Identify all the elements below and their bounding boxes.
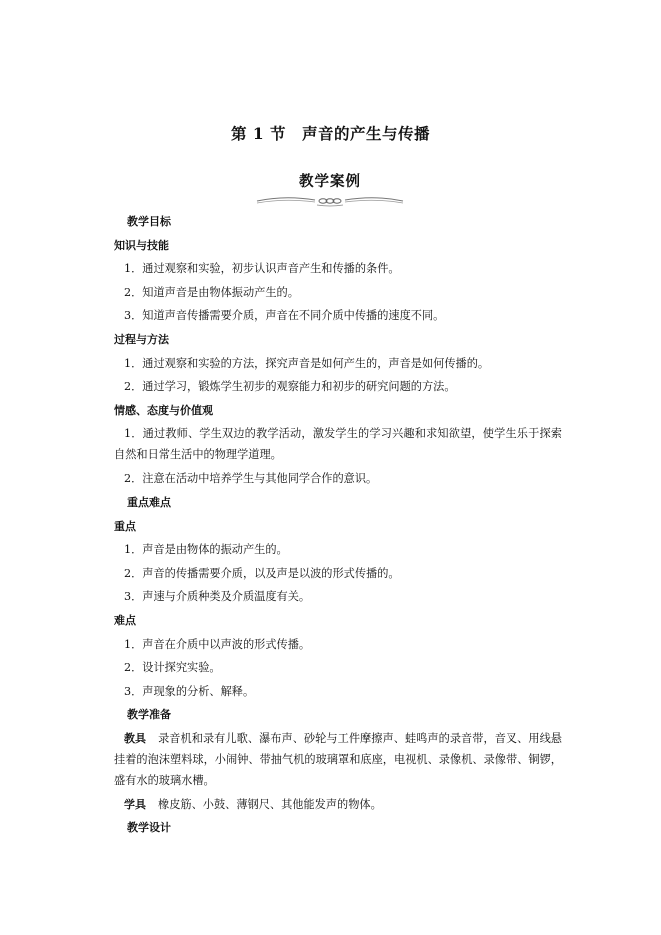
heading-key-difficult-points: 重点难点	[127, 495, 171, 509]
list-item: 2．知道声音是由物体振动产生的。	[124, 285, 299, 299]
teaching-tools-text: 录音机和录有儿歌、瀑布声、砂轮与工件摩擦声、蛙鸣声的录音带，音叉、用线悬挂着的泡沫塑料球，小闹钟、带抽气机的玻璃罩和底座，电视机、录像机、录像带、铜锣，盛有水的玻璃水槽。	[114, 731, 562, 787]
heading-process-methods: 过程与方法	[114, 332, 169, 346]
list-item: 1．通过观察和实验的方法，探究声音是如何产生的，声音是如何传播的。	[124, 356, 490, 370]
heading-teaching-preparation: 教学准备	[127, 708, 171, 722]
list-item: 1．通过观察和实验，初步认识声音产生和传播的条件。	[124, 262, 400, 276]
ornament-divider-icon	[255, 193, 405, 207]
heading-teaching-design: 教学设计	[127, 821, 171, 835]
list-item: 2．设计探究实验。	[124, 661, 221, 675]
paragraph: 1．通过教师、学生双边的教学活动，激发学生的学习兴趣和求知欲望，使学生乐于探索自然和日常生活中的物理学道理。	[114, 427, 562, 462]
heading-difficult-points: 难点	[114, 613, 136, 627]
heading-knowledge-skills: 知识与技能	[114, 238, 169, 252]
heading-teaching-goals: 教学目标	[127, 215, 171, 228]
list-item: 3．声现象的分析、解释。	[124, 684, 255, 698]
list-item: 3．声速与介质种类及介质温度有关。	[124, 590, 311, 604]
section-name: 声音的产生与传播	[302, 124, 431, 143]
case-banner	[230, 170, 430, 207]
banner-label: 教学案例	[299, 174, 361, 190]
list-item: 2．注意在活动中培养学生与其他同学合作的意识。	[124, 472, 378, 486]
section-number: 第 1 节	[230, 124, 287, 143]
student-tools-paragraph	[114, 793, 562, 817]
list-item: 3．知道声音传播需要介质，声音在不同介质中传播的速度不同。	[124, 309, 445, 323]
page-title	[0, 122, 661, 144]
list-item: 2．声音的传播需要介质，以及声是以波的形式传播的。	[124, 566, 400, 580]
teaching-tools-paragraph	[114, 728, 562, 791]
student-tools-label: 学具	[124, 797, 146, 811]
list-item: 1．声音是由物体的振动产生的。	[124, 543, 288, 557]
list-item: 2．通过学习，锻炼学生初步的观察能力和初步的研究问题的方法。	[124, 380, 456, 394]
student-tools-text: 橡皮筋、小鼓、薄钢尺、其他能发声的物体。	[158, 797, 382, 811]
list-item: 1．声音在介质中以声波的形式传播。	[124, 637, 311, 651]
document-body	[114, 210, 562, 840]
teaching-tools-label: 教具	[124, 731, 147, 745]
heading-key-points: 重点	[114, 519, 136, 533]
heading-attitude-values: 情感、态度与价值观	[114, 403, 213, 417]
